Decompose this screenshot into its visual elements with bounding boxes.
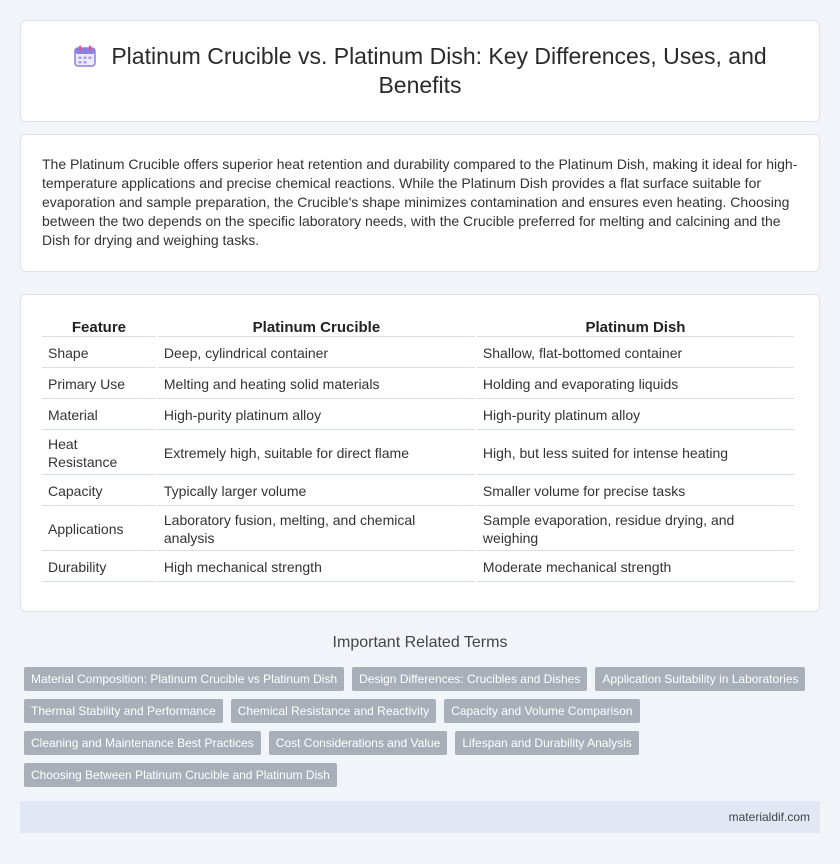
table-row [42, 477, 794, 506]
table-cell-dish: Holding and evaporating liquids [477, 370, 794, 399]
comparison-table [40, 313, 796, 584]
related-term-tag[interactable]: Cleaning and Maintenance Best Practices [24, 731, 261, 755]
table-cell-dish: High-purity platinum alloy [477, 401, 794, 430]
table-cell-dish: Sample evaporation, residue drying, and weighing [477, 508, 794, 551]
table-cell-crucible: High-purity platinum alloy [158, 401, 475, 430]
intro-paragraph: The Platinum Crucible offers superior heat retention and durability compared to the Platinum Dish, making it ideal for high-temperature applications and precise chemical reactions. While the Platinum Dish provides a flat surface suitable for evaporation and sample preparation, the Crucible's shape minimizes contamination and ensures even heating. Choosing between the two depends on the specific laboratory needs, with the Crucible preferred for melting and calcining and the Dish for drying and weighing tasks. [42, 156, 798, 248]
related-term-tag[interactable]: Chemical Resistance and Reactivity [231, 699, 436, 723]
table-cell-crucible: Melting and heating solid materials [158, 370, 475, 399]
related-term-tag[interactable]: Application Suitability in Laboratories [595, 667, 805, 691]
calendar-icon [73, 44, 97, 68]
page-title-text: Platinum Crucible vs. Platinum Dish: Key Differences, Uses, and Benefits [111, 43, 767, 98]
table-row [42, 432, 794, 475]
table-row [42, 401, 794, 430]
table-cell-dish: Smaller volume for precise tasks [477, 477, 794, 506]
header-feature: Feature [42, 315, 156, 337]
table-cell-feature: Primary Use [42, 370, 156, 399]
table-cell-dish: Shallow, flat-bottomed container [477, 339, 794, 368]
table-cell-crucible: High mechanical strength [158, 553, 475, 582]
related-terms-title: Important Related Terms [332, 634, 508, 651]
related-term-tag[interactable]: Choosing Between Platinum Crucible and Platinum Dish [24, 763, 337, 787]
page-title [51, 42, 789, 100]
related-term-tag[interactable]: Cost Considerations and Value [269, 731, 448, 755]
footer [20, 801, 820, 833]
related-term-tag[interactable]: Capacity and Volume Comparison [444, 699, 639, 723]
comparison-table-card [20, 294, 820, 612]
table-cell-feature: Durability [42, 553, 156, 582]
footer-site-link[interactable]: materialdif.com [728, 810, 810, 824]
related-term-tag[interactable]: Material Composition: Platinum Crucible vs Platinum Dish [24, 667, 344, 691]
table-cell-crucible: Typically larger volume [158, 477, 475, 506]
table-row [42, 553, 794, 582]
intro-card [20, 134, 820, 272]
related-term-tag[interactable]: Thermal Stability and Performance [24, 699, 223, 723]
table-cell-feature: Capacity [42, 477, 156, 506]
table-cell-feature: Heat Resistance [42, 432, 156, 475]
table-cell-crucible: Laboratory fusion, melting, and chemical analysis [158, 508, 475, 551]
table-row [42, 339, 794, 368]
table-cell-crucible: Deep, cylindrical container [158, 339, 475, 368]
header-card [20, 20, 820, 122]
table-cell-dish: Moderate mechanical strength [477, 553, 794, 582]
related-term-tag[interactable]: Lifespan and Durability Analysis [455, 731, 638, 755]
table-header-row [42, 315, 794, 337]
table-cell-dish: High, but less suited for intense heating [477, 432, 794, 475]
table-cell-crucible: Extremely high, suitable for direct flame [158, 432, 475, 475]
table-row [42, 370, 794, 399]
table-cell-feature: Shape [42, 339, 156, 368]
related-terms-list [24, 667, 816, 787]
header-platinum-dish: Platinum Dish [477, 315, 794, 337]
header-platinum-crucible: Platinum Crucible [158, 315, 475, 337]
related-term-tag[interactable]: Design Differences: Crucibles and Dishes [352, 667, 587, 691]
table-cell-feature: Applications [42, 508, 156, 551]
table-cell-feature: Material [42, 401, 156, 430]
table-row [42, 508, 794, 551]
